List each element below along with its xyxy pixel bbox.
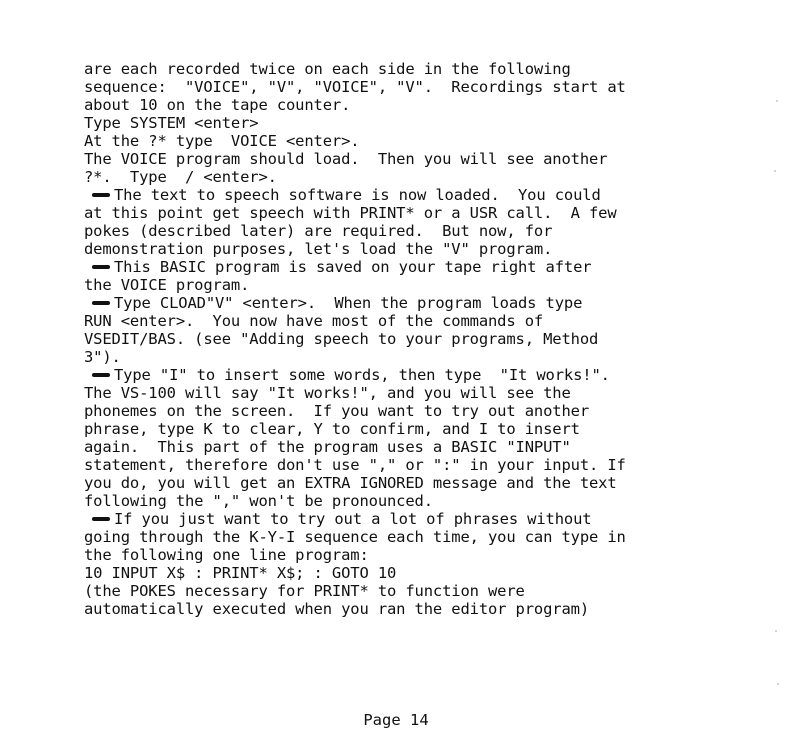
line-text: are each recorded twice on each side in the following xyxy=(84,60,571,78)
text-line xyxy=(84,78,744,96)
text-line xyxy=(84,402,744,420)
line-text: going through the K-Y-I sequence each time, you can type in xyxy=(84,528,626,546)
line-text: The text to speech software is now loaded. You could xyxy=(114,186,601,204)
text-line xyxy=(84,528,744,546)
line-text: 3"). xyxy=(84,348,121,366)
text-line xyxy=(84,60,744,78)
text-line xyxy=(84,348,744,366)
line-text: phrase, type K to clear, Y to confirm, and I to insert xyxy=(84,420,580,438)
text-line xyxy=(84,384,744,402)
line-text: statement, therefore don't use "," or ":" in your input. If xyxy=(84,456,626,474)
text-line xyxy=(84,222,744,240)
bullet-line xyxy=(84,258,744,276)
text-line xyxy=(84,204,744,222)
line-text: at this point get speech with PRINT* or a USR call. A few xyxy=(84,204,617,222)
text-line xyxy=(84,240,744,258)
bullet-line xyxy=(84,510,744,528)
line-text: you do, you will get an EXTRA IGNORED message and the text xyxy=(84,474,617,492)
text-line xyxy=(84,132,744,150)
dash-bullet-icon xyxy=(92,265,110,269)
text-line xyxy=(84,582,744,600)
text-line xyxy=(84,492,744,510)
line-text: demonstration purposes, let's load the "V" program. xyxy=(84,240,553,258)
line-text: automatically executed when you ran the editor program) xyxy=(84,600,589,618)
scan-speck xyxy=(777,683,779,685)
line-text: If you just want to try out a lot of phrases without xyxy=(114,510,592,528)
text-line xyxy=(84,150,744,168)
scan-speck xyxy=(775,630,777,632)
dash-bullet-icon xyxy=(92,517,110,521)
line-text: pokes (described later) are required. But now, for xyxy=(84,222,553,240)
dash-bullet-icon xyxy=(92,373,110,377)
line-text: This BASIC program is saved on your tape right after xyxy=(114,258,592,276)
line-text: following the "," won't be pronounced. xyxy=(84,492,433,510)
line-text: RUN <enter>. You now have most of the commands of xyxy=(84,312,544,330)
document-body xyxy=(84,60,744,618)
line-text: about 10 on the tape counter. xyxy=(84,96,351,114)
bullet-line xyxy=(84,366,744,384)
line-text: sequence: "VOICE", "V", "VOICE", "V". Recordings start at xyxy=(84,78,626,96)
line-text: the following one line program: xyxy=(84,546,369,564)
text-line xyxy=(84,312,744,330)
scan-speck xyxy=(774,170,776,172)
line-text: Type SYSTEM <enter> xyxy=(84,114,259,132)
text-line xyxy=(84,600,744,618)
line-text: ?*. Type / <enter>. xyxy=(84,168,277,186)
line-text: Type "I" to insert some words, then type "It works!". xyxy=(114,366,610,384)
bullet-line xyxy=(84,294,744,312)
text-line xyxy=(84,546,744,564)
text-line xyxy=(84,96,744,114)
line-text: The VOICE program should load. Then you will see another xyxy=(84,150,608,168)
text-line xyxy=(84,564,744,582)
text-line xyxy=(84,276,744,294)
text-line xyxy=(84,114,744,132)
line-text: 10 INPUT X$ : PRINT* X$; : GOTO 10 xyxy=(84,564,397,582)
dash-bullet-icon xyxy=(92,301,110,305)
line-text: VSEDIT/BAS. (see "Adding speech to your programs, Method xyxy=(84,330,599,348)
text-line xyxy=(84,420,744,438)
line-text: again. This part of the program uses a BASIC "INPUT" xyxy=(84,438,571,456)
line-text: Type CLOAD"V" <enter>. When the program loads type xyxy=(114,294,583,312)
scan-speck xyxy=(776,100,778,102)
line-text: phonemes on the screen. If you want to try out another xyxy=(84,402,589,420)
dash-bullet-icon xyxy=(92,193,110,197)
text-line xyxy=(84,168,744,186)
text-line xyxy=(84,474,744,492)
text-line xyxy=(84,330,744,348)
bullet-line xyxy=(84,186,744,204)
line-text: At the ?* type VOICE <enter>. xyxy=(84,132,360,150)
line-text: the VOICE program. xyxy=(84,276,250,294)
text-line xyxy=(84,456,744,474)
page-number: Page 14 xyxy=(363,711,429,729)
text-line xyxy=(84,438,744,456)
line-text: The VS-100 will say "It works!", and you will see the xyxy=(84,384,571,402)
line-text: (the POKES necessary for PRINT* to function were xyxy=(84,582,525,600)
